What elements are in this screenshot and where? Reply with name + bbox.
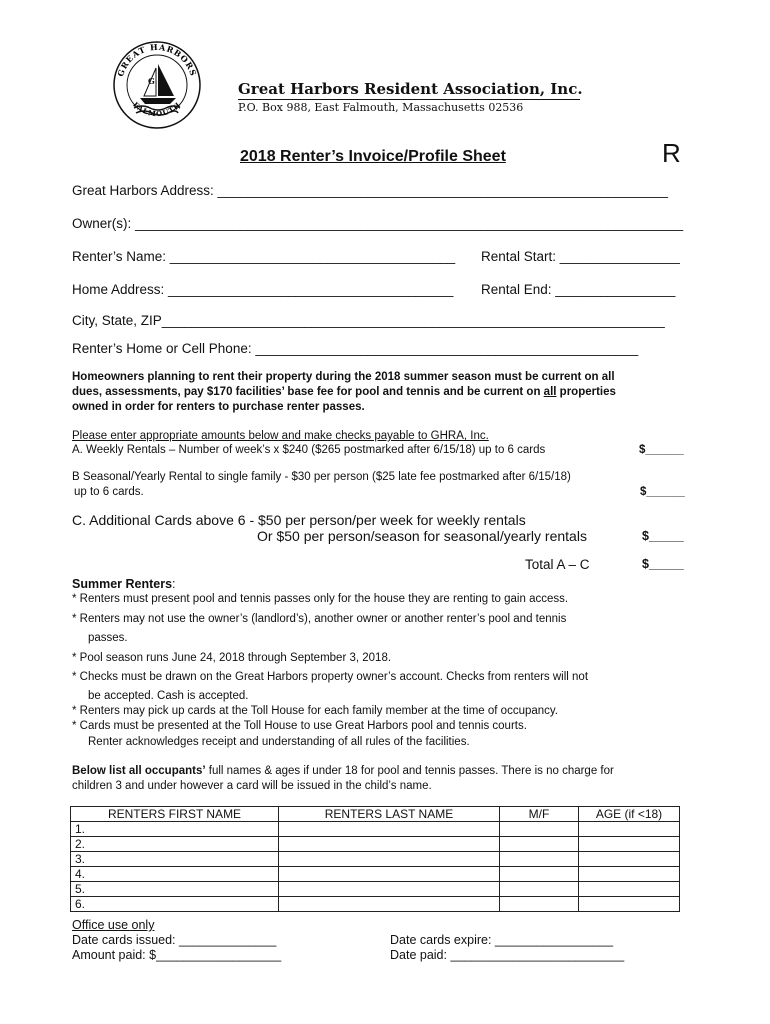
item-a-amount-field[interactable]: $______ bbox=[639, 444, 684, 456]
column-header-age: AGE (if <18) bbox=[579, 807, 680, 822]
age-cell[interactable] bbox=[579, 882, 680, 897]
last-name-cell[interactable] bbox=[279, 897, 500, 912]
renter-phone-field[interactable]: Renter’s Home or Cell Phone: ___________________________________________________ bbox=[72, 341, 639, 356]
item-b-seasonal-rental-line2: up to 6 cards. bbox=[74, 486, 144, 498]
table-row bbox=[71, 822, 680, 837]
summer-rule-1: * Renters must present pool and tennis passes only for the house they are renting to gain access. bbox=[72, 593, 569, 605]
header-rule bbox=[238, 99, 580, 100]
last-name-cell[interactable] bbox=[279, 837, 500, 852]
summer-rule-4-cont: be accepted. Cash is accepted. bbox=[88, 690, 249, 702]
amount-paid-field[interactable]: Amount paid: $__________________ bbox=[72, 948, 282, 962]
last-name-cell[interactable] bbox=[279, 822, 500, 837]
renters-name-field[interactable]: Renter’s Name: ______________________________________ bbox=[72, 249, 456, 264]
gender-cell[interactable] bbox=[500, 867, 579, 882]
table-row bbox=[71, 867, 680, 882]
gender-cell[interactable] bbox=[500, 897, 579, 912]
summer-rule-2-cont: passes. bbox=[88, 632, 128, 644]
great-harbors-address-field[interactable]: Great Harbors Address: ____________________________________________________________ bbox=[72, 183, 669, 198]
last-name-cell[interactable] bbox=[279, 852, 500, 867]
total-label: Total A – C bbox=[525, 557, 590, 572]
svg-text:G H: G H bbox=[148, 76, 166, 86]
summer-rule-4: * Checks must be drawn on the Great Harbors property owner’s account. Checks from renters will not bbox=[72, 671, 589, 683]
office-use-heading: Office use only bbox=[72, 918, 155, 932]
page-title: 2018 Renter’s Invoice/Profile Sheet bbox=[240, 148, 506, 165]
first-name-cell[interactable]: 1. bbox=[71, 822, 279, 837]
renter-acknowledgement: Renter acknowledges receipt and understanding of all rules of the facilities. bbox=[88, 736, 470, 748]
date-paid-field[interactable]: Date paid: _________________________ bbox=[390, 948, 625, 962]
last-name-cell[interactable] bbox=[279, 867, 500, 882]
first-name-cell[interactable]: 2. bbox=[71, 837, 279, 852]
column-header-gender: M/F bbox=[500, 807, 579, 822]
association-seal-logo bbox=[112, 40, 202, 130]
item-c-additional-cards-line2: Or $50 per person/season for seasonal/yearly rentals bbox=[257, 528, 587, 544]
first-name-cell[interactable]: 3. bbox=[71, 852, 279, 867]
column-header-first-name: RENTERS FIRST NAME bbox=[71, 807, 279, 822]
last-name-cell[interactable] bbox=[279, 882, 500, 897]
gender-cell[interactable] bbox=[500, 837, 579, 852]
item-b-seasonal-rental: B Seasonal/Yearly Rental to single family - $30 per person ($25 late fee postmarked after 6/15/18) bbox=[72, 471, 571, 483]
age-cell[interactable] bbox=[579, 852, 680, 867]
age-cell[interactable] bbox=[579, 897, 680, 912]
first-name-cell[interactable]: 5. bbox=[71, 882, 279, 897]
item-b-amount-field[interactable]: $______ bbox=[640, 486, 685, 498]
homeowner-notice-line1: Homeowners planning to rent their property during the 2018 summer season must be current on all bbox=[72, 371, 615, 383]
homeowner-notice-line3: owned in order for renters to purchase renter passes. bbox=[72, 401, 365, 413]
gender-cell[interactable] bbox=[500, 822, 579, 837]
first-name-cell[interactable]: 4. bbox=[71, 867, 279, 882]
item-c-additional-cards: C. Additional Cards above 6 - $50 per person/per week for weekly rentals bbox=[72, 512, 526, 528]
summer-rule-2: * Renters may not use the owner’s (landlord’s), another owner or another renter’s pool and tennis bbox=[72, 613, 567, 625]
owners-field[interactable]: Owner(s): _________________________________________________________________________ bbox=[72, 216, 684, 231]
svg-text:GREAT HARBORS: GREAT HARBORS bbox=[115, 41, 199, 78]
table-row bbox=[71, 837, 680, 852]
item-c-amount-field[interactable]: $_____ bbox=[642, 529, 684, 543]
item-a-weekly-rentals: A. Weekly Rentals – Number of week’s x $240 ($265 postmarked after 6/15/18) up to 6 cards bbox=[72, 444, 546, 456]
svg-text:FALMOUTH: FALMOUTH bbox=[131, 99, 183, 119]
rental-start-field[interactable]: Rental Start: ________________ bbox=[481, 249, 680, 264]
city-state-zip-field[interactable]: City, State, ZIP___________________________________________________________________ bbox=[72, 313, 665, 328]
date-cards-issued-field[interactable]: Date cards issued: ______________ bbox=[72, 933, 277, 947]
table-row bbox=[71, 852, 680, 867]
summer-rule-3: * Pool season runs June 24, 2018 through September 3, 2018. bbox=[72, 652, 392, 664]
table-row bbox=[71, 897, 680, 912]
organization-address: P.O. Box 988, East Falmouth, Massachusetts 02536 bbox=[238, 101, 524, 114]
age-cell[interactable] bbox=[579, 822, 680, 837]
age-cell[interactable] bbox=[579, 867, 680, 882]
table-row bbox=[71, 882, 680, 897]
payment-instructions: Please enter appropriate amounts below and make checks payable to GHRA, Inc. bbox=[72, 430, 489, 442]
summer-renters-heading: Summer Renters: bbox=[72, 577, 176, 591]
gender-cell[interactable] bbox=[500, 882, 579, 897]
total-amount-field[interactable]: $_____ bbox=[642, 557, 684, 571]
homeowner-notice-line2: dues, assessments, pay $170 facilities’ base fee for pool and tennis and be current on all properties bbox=[72, 386, 616, 398]
rental-end-field[interactable]: Rental End: ________________ bbox=[481, 282, 676, 297]
date-cards-expire-field[interactable]: Date cards expire: _________________ bbox=[390, 933, 614, 947]
summer-rule-6: * Cards must be presented at the Toll House to use Great Harbors pool and tennis courts. bbox=[72, 720, 527, 732]
gender-cell[interactable] bbox=[500, 852, 579, 867]
form-code-letter: R bbox=[662, 138, 681, 168]
organization-name: Great Harbors Resident Association, Inc. bbox=[238, 80, 583, 98]
column-header-last-name: RENTERS LAST NAME bbox=[279, 807, 500, 822]
summer-rule-5: * Renters may pick up cards at the Toll House for each family member at the time of occupancy. bbox=[72, 705, 558, 717]
first-name-cell[interactable]: 6. bbox=[71, 897, 279, 912]
occupants-table bbox=[70, 806, 680, 912]
occupants-intro-line2: children 3 and under however a card will be issued in the child’s name. bbox=[72, 780, 432, 792]
occupants-intro-line1: Below list all occupants’ full names & ages if under 18 for pool and tennis passes. There is no charge for bbox=[72, 765, 614, 777]
home-address-field[interactable]: Home Address: ______________________________________ bbox=[72, 282, 454, 297]
occupants-table-header bbox=[71, 807, 680, 822]
age-cell[interactable] bbox=[579, 837, 680, 852]
